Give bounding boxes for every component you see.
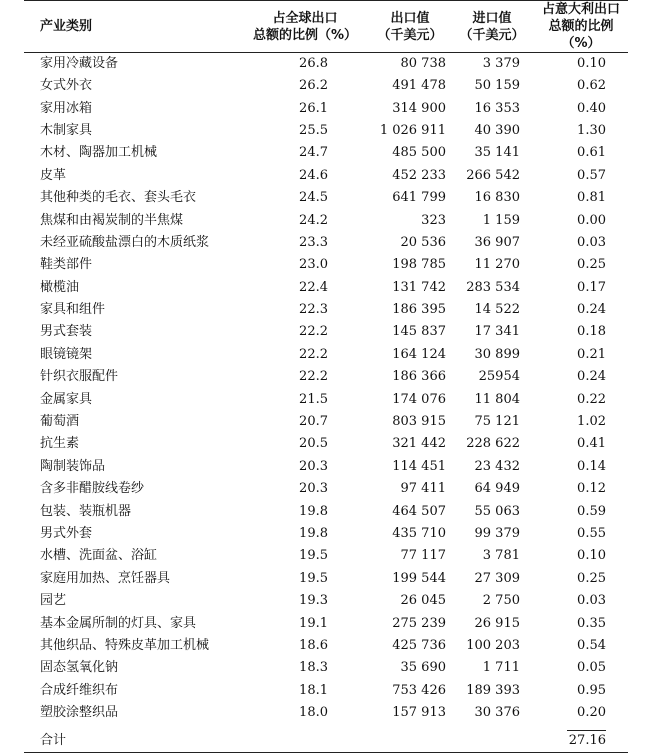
export-value-cell: 77 117 (400, 548, 446, 564)
category-cell: 针织衣服配件 (40, 369, 119, 385)
category-cell: 未经亚硫酸盐漂白的木质纸浆 (40, 234, 210, 250)
category-cell: 固态氢氧化钠 (40, 660, 119, 676)
import-value-cell: 35 141 (474, 145, 520, 161)
table-row (24, 277, 628, 299)
export-value-cell: 157 913 (392, 705, 446, 721)
header-import-value (450, 1, 534, 53)
import-value-cell: 1 159 (482, 212, 520, 228)
header-global-share (240, 1, 370, 53)
export-value-cell: 323 (421, 212, 446, 228)
export-value-cell: 114 451 (392, 458, 446, 474)
category-cell: 眼镜镜架 (40, 346, 93, 362)
export-value-cell: 464 507 (392, 503, 446, 519)
global-share-cell: 18.1 (299, 682, 328, 698)
import-value-cell: 266 542 (466, 167, 520, 183)
import-value-cell: 40 390 (474, 122, 520, 138)
export-value-cell: 80 738 (400, 56, 446, 71)
import-value-cell: 50 159 (474, 78, 520, 94)
import-value-cell: 36 907 (474, 234, 520, 250)
italy-share-cell: 1.30 (577, 122, 606, 138)
import-value-cell: 283 534 (466, 279, 520, 295)
category-cell: 家用冰箱 (40, 100, 93, 116)
export-value-cell: 452 233 (392, 167, 446, 183)
export-value-cell: 131 742 (392, 279, 446, 295)
table-row (24, 187, 628, 209)
italy-share-cell: 0.10 (577, 56, 606, 71)
table-row (24, 142, 628, 164)
category-cell: 橄榄油 (40, 279, 80, 295)
export-value-cell: 186 366 (392, 369, 446, 385)
category-cell: 合成纤维织布 (40, 682, 119, 698)
header-italy-line2: 总额的比例（%） (548, 19, 614, 51)
header-export-line1: 出口值 (390, 10, 430, 26)
global-share-cell: 21.5 (299, 391, 328, 407)
import-value-cell: 25954 (478, 369, 520, 385)
global-share-cell: 20.3 (299, 458, 328, 474)
italy-share-cell: 0.81 (577, 190, 606, 206)
table-row (24, 680, 628, 702)
italy-share-cell: 0.10 (577, 548, 606, 564)
import-value-cell: 16 353 (474, 100, 520, 116)
import-value-cell: 3 379 (482, 56, 520, 71)
global-share-cell: 18.3 (299, 660, 328, 676)
global-share-cell: 24.5 (299, 190, 328, 206)
italy-share-cell: 0.25 (577, 257, 606, 273)
import-value-cell: 75 121 (474, 414, 520, 430)
table-row (24, 590, 628, 612)
table-row (24, 388, 628, 410)
global-share-cell: 20.3 (299, 481, 328, 497)
export-value-cell: 425 736 (392, 637, 446, 653)
import-value-cell: 189 393 (466, 682, 520, 698)
italy-share-cell: 0.03 (577, 593, 606, 609)
import-value-cell: 17 341 (474, 324, 520, 340)
italy-share-cell: 0.24 (577, 369, 606, 385)
table-row (24, 209, 628, 231)
category-cell: 基本金属所制的灯具、家具 (40, 615, 197, 631)
export-value-cell: 26 045 (400, 593, 446, 609)
export-value-cell: 275 239 (392, 615, 446, 631)
global-share-cell: 26.8 (299, 56, 328, 71)
header-export-value (370, 1, 450, 53)
export-value-cell: 314 900 (392, 100, 446, 116)
import-value-cell: 99 379 (474, 526, 520, 541)
global-share-cell: 23.3 (299, 234, 328, 250)
italy-share-cell: 0.00 (577, 212, 606, 228)
italy-share-cell: 0.61 (577, 145, 606, 161)
export-value-cell: 145 837 (392, 324, 446, 340)
italy-share-cell: 0.18 (577, 324, 606, 340)
global-share-cell: 22.3 (299, 302, 328, 318)
italy-share-cell: 0.17 (577, 279, 606, 295)
table-row (24, 299, 628, 321)
category-cell: 家用冷藏设备 (40, 56, 119, 71)
header-global-share-line2: 总额的比例（%） (252, 27, 358, 43)
table-row (24, 75, 628, 97)
italy-share-cell: 0.21 (577, 346, 606, 362)
global-share-cell: 22.2 (299, 346, 328, 362)
import-value-cell: 3 781 (482, 548, 520, 564)
global-share-cell: 24.6 (299, 167, 328, 183)
export-value-cell: 753 426 (392, 682, 446, 698)
global-share-cell: 19.3 (299, 593, 328, 609)
italy-share-cell: 0.41 (577, 436, 606, 452)
category-cell: 金属家具 (40, 391, 93, 407)
category-cell: 水槽、洗面盆、浴缸 (40, 548, 158, 564)
italy-share-cell: 0.05 (577, 660, 606, 676)
global-share-cell: 24.7 (299, 145, 328, 161)
italy-share-cell: 0.57 (577, 167, 606, 183)
export-value-cell: 491 478 (392, 78, 446, 94)
import-value-cell: 11 804 (474, 391, 520, 407)
table-row (24, 657, 628, 679)
category-cell: 包装、装瓶机器 (40, 503, 132, 519)
export-value-cell: 1 026 911 (379, 122, 446, 138)
export-value-cell: 20 536 (400, 234, 446, 250)
category-cell: 含多非醋胺线卷纱 (40, 481, 145, 497)
category-cell: 园艺 (40, 593, 67, 609)
italy-share-cell: 0.03 (577, 234, 606, 250)
table-row (24, 97, 628, 119)
table-row (24, 523, 628, 545)
global-share-cell: 19.5 (299, 570, 328, 586)
italy-share-cell: 0.62 (577, 78, 606, 94)
table-row (24, 500, 628, 522)
table-row (24, 165, 628, 187)
category-cell: 其他织品、特殊皮革加工机械 (40, 637, 210, 653)
category-cell: 鞋类部件 (40, 257, 93, 273)
header-export-line2: （千美元） (377, 27, 443, 43)
export-value-cell: 435 710 (392, 526, 446, 541)
italy-share-cell: 0.40 (577, 100, 606, 116)
table-row (24, 366, 628, 388)
italy-share-cell: 0.35 (577, 615, 606, 631)
import-value-cell: 30 899 (474, 346, 520, 362)
italy-share-cell: 0.20 (577, 705, 606, 721)
export-value-cell: 199 544 (392, 570, 446, 586)
table-row (24, 456, 628, 478)
import-value-cell: 1 711 (482, 660, 520, 676)
import-value-cell: 11 270 (474, 257, 520, 273)
import-value-cell: 14 522 (474, 302, 520, 318)
header-import-line2: （千美元） (459, 27, 525, 43)
category-cell: 木制家具 (40, 122, 93, 138)
table-row (24, 53, 628, 76)
export-value-cell: 198 785 (392, 257, 446, 273)
export-value-cell: 174 076 (392, 391, 446, 407)
category-cell: 抗生素 (40, 436, 80, 452)
category-cell: 家庭用加热、烹饪器具 (40, 570, 171, 586)
italy-share-cell: 0.22 (577, 391, 606, 407)
import-value-cell: 64 949 (474, 481, 520, 497)
global-share-cell: 26.2 (299, 78, 328, 94)
italy-share-cell: 0.24 (577, 302, 606, 318)
global-share-cell: 23.0 (299, 257, 328, 273)
global-share-cell: 19.8 (299, 503, 328, 519)
category-cell: 男式套装 (40, 324, 93, 340)
global-share-cell: 26.1 (299, 100, 328, 116)
global-share-cell: 19.5 (299, 548, 328, 564)
table-row (24, 635, 628, 657)
import-value-cell: 30 376 (474, 705, 520, 721)
global-share-cell: 18.6 (299, 637, 328, 653)
italy-share-cell: 1.02 (577, 414, 606, 430)
global-share-cell: 20.5 (299, 436, 328, 452)
global-share-cell: 22.2 (299, 324, 328, 340)
category-cell: 皮革 (40, 167, 67, 183)
table-body (24, 53, 628, 725)
table-row (24, 344, 628, 366)
export-value-cell: 164 124 (392, 346, 446, 362)
header-import-line1: 进口值 (472, 10, 512, 26)
table-row (24, 120, 628, 142)
category-cell: 男式外套 (40, 526, 93, 541)
import-value-cell: 16 830 (474, 190, 520, 206)
table-row (24, 568, 628, 590)
category-cell: 木材、陶器加工机械 (40, 145, 158, 161)
category-cell: 焦煤和由褐炭制的半焦煤 (40, 212, 184, 228)
category-cell: 其他种类的毛衣、套头毛衣 (40, 190, 197, 206)
table-row (24, 433, 628, 455)
table-row (24, 321, 628, 343)
header-global-share-line1: 占全球出口 (272, 10, 338, 26)
global-share-cell: 20.7 (299, 414, 328, 430)
category-cell: 女式外衣 (40, 78, 93, 94)
import-value-cell: 55 063 (474, 503, 520, 519)
category-cell: 塑胶涂整织品 (40, 705, 119, 721)
table-row (24, 612, 628, 634)
export-value-cell: 641 799 (392, 190, 446, 206)
table-row (24, 411, 628, 433)
table-row (24, 254, 628, 276)
category-cell: 葡萄酒 (40, 414, 80, 430)
table-header (24, 1, 628, 53)
category-cell: 家具和组件 (40, 302, 106, 318)
import-value-cell: 26 915 (474, 615, 520, 631)
global-share-cell: 19.8 (299, 526, 328, 541)
italy-share-cell: 0.59 (577, 503, 606, 519)
header-italy-line1: 占意大利出口 (541, 2, 620, 17)
export-value-cell: 186 395 (392, 302, 446, 318)
export-value-cell: 321 442 (392, 436, 446, 452)
italy-share-cell: 0.14 (577, 458, 606, 474)
global-share-cell: 22.4 (299, 279, 328, 295)
total-italy-share: 27.16 (567, 730, 606, 750)
export-value-cell: 803 915 (392, 414, 446, 430)
total-label: 合计 (24, 724, 240, 753)
import-value-cell: 23 432 (474, 458, 520, 474)
italy-share-cell: 0.55 (577, 526, 606, 541)
import-value-cell: 27 309 (474, 570, 520, 586)
export-value-cell: 97 411 (400, 481, 446, 497)
export-value-cell: 35 690 (400, 660, 446, 676)
import-value-cell: 2 750 (482, 593, 520, 609)
table-row (24, 232, 628, 254)
global-share-cell: 24.2 (299, 212, 328, 228)
export-table (24, 0, 628, 753)
table-row (24, 545, 628, 567)
import-value-cell: 228 622 (466, 436, 520, 452)
global-share-cell: 19.1 (299, 615, 328, 631)
import-value-cell: 100 203 (466, 637, 520, 653)
global-share-cell: 18.0 (299, 705, 328, 721)
header-italy-share (534, 1, 628, 53)
export-value-cell: 485 500 (392, 145, 446, 161)
global-share-cell: 25.5 (299, 122, 328, 138)
italy-share-cell: 0.25 (577, 570, 606, 586)
global-share-cell: 22.2 (299, 369, 328, 385)
italy-share-cell: 0.54 (577, 637, 606, 653)
table-row (24, 702, 628, 724)
category-cell: 陶制装饰品 (40, 458, 106, 474)
italy-share-cell: 0.12 (577, 481, 606, 497)
italy-share-cell: 0.95 (577, 682, 606, 698)
header-category: 产业类别 (24, 1, 240, 53)
table-row (24, 478, 628, 500)
